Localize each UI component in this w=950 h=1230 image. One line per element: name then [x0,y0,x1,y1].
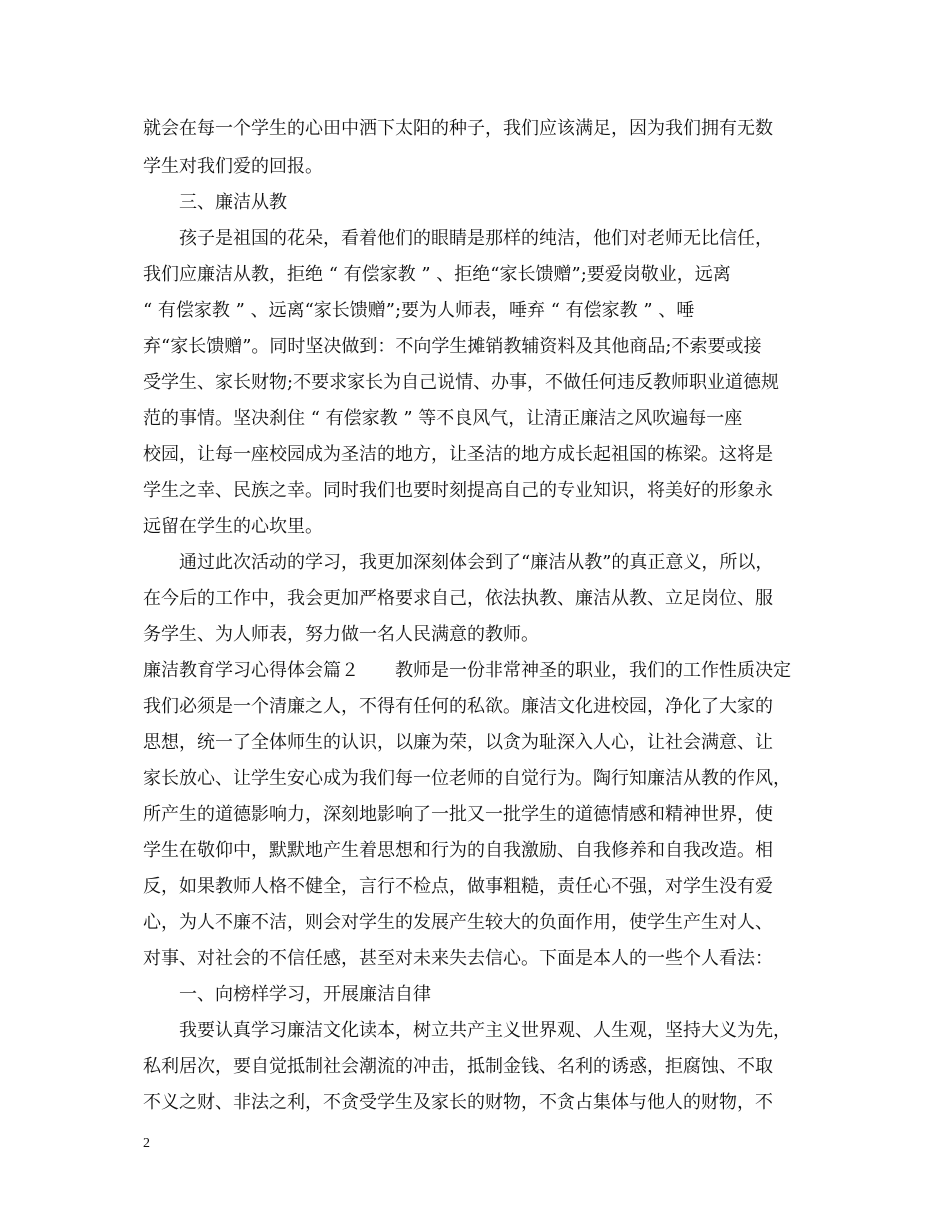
text-line: 就会在每一个学生的心田中洒下太阳的种子，我们应该满足，因为我们拥有无数 [143,118,773,139]
text-line: 不义之财、非法之利，不贪受学生及家长的财物，不贪占集体与他人的财物，不 [143,1092,773,1113]
text-line: 校园，让每一座校园成为圣洁的地方，让圣洁的地方成长起祖国的栋梁。这将是 [143,444,773,465]
text-line: 所产生的道德影响力，深刻地影响了一批又一批学生的道德情感和精神世界，使 [143,804,773,825]
text-line: 家长放心、让学生安心成为我们每一位老师的自觉行为。陶行知廉洁从教的作风， [143,768,791,789]
text-line: “ 有偿家教 ” 、远离“家长馈赠”;要为人师表，唾弃 “ 有偿家教 ” 、唾 [143,300,695,321]
text-line: 弃“家长馈赠”。同时坚决做到：不向学生摊销教辅资料及其他商品;不索要或接 [143,336,762,357]
text-line: 思想，统一了全体师生的认识，以廉为荣，以贪为耻深入人心，让社会满意、让 [143,732,773,753]
text-line: 远留在学生的心坎里。 [143,516,323,537]
text-line: 私利居次，要自觉抵制社会潮流的冲击，抵制金钱、名利的诱惑，拒腐蚀、不取 [143,1056,773,1077]
text-line: 学生之幸、民族之幸。同时我们也要时刻提高自己的专业知识，将美好的形象永 [143,480,773,501]
text-line: 我们必须是一个清廉之人，不得有任何的私欲。廉洁文化进校园，净化了大家的 [143,696,773,717]
text-line: 在今后的工作中，我会更加严格要求自己，依法执教、廉洁从教、立足岗位、服 [143,588,773,609]
text-line: 学生在敬仰中，默默地产生着思想和行为的自我激励、自我修养和自我改造。相 [143,840,773,861]
text-line: 我要认真学习廉洁文化读本，树立共产主义世界观、人生观，坚持大义为先， [179,1020,791,1041]
text-line: 反，如果教师人格不健全，言行不检点，做事粗糙，责任心不强，对学生没有爱 [143,876,773,897]
text-line: 学生对我们爱的回报。 [143,156,323,177]
text-line: 我们应廉洁从教，拒绝 “ 有偿家教 ” 、拒绝“家长馈赠”;要爱岗敬业，远离 [143,264,731,285]
text-line: 通过此次活动的学习，我更加深刻体会到了“廉洁从教”的真正意义，所以， [179,552,774,573]
text-line: 对事、对社会的不信任感，甚至对未来失去信心。下面是本人的一些个人看法： [143,948,773,969]
text-line: 范的事情。坚决刹住 “ 有偿家教 ” 等不良风气，让清正廉洁之风吹遍每一座 [143,408,743,429]
section-heading: 三、廉洁从教 [179,192,287,213]
text-line: 心，为人不廉不洁，则会对学生的发展产生较大的负面作用，使学生产生对人、 [143,912,773,933]
page-number: 2 [143,1136,150,1151]
text-line: 孩子是祖国的花朵，看着他们的眼睛是那样的纯洁，他们对老师无比信任， [179,228,773,249]
text-line: 受学生、家长财物;不要求家长为自己说情、办事，不做任何违反教师职业道德规 [143,372,780,393]
text-line: 务学生、为人师表，努力做一名人民满意的教师。 [143,624,539,645]
article-title-line: 廉洁教育学习心得体会篇２ 教师是一份非常神圣的职业，我们的工作性质决定 [143,660,791,681]
section-heading: 一、向榜样学习，开展廉洁自律 [179,984,431,1005]
